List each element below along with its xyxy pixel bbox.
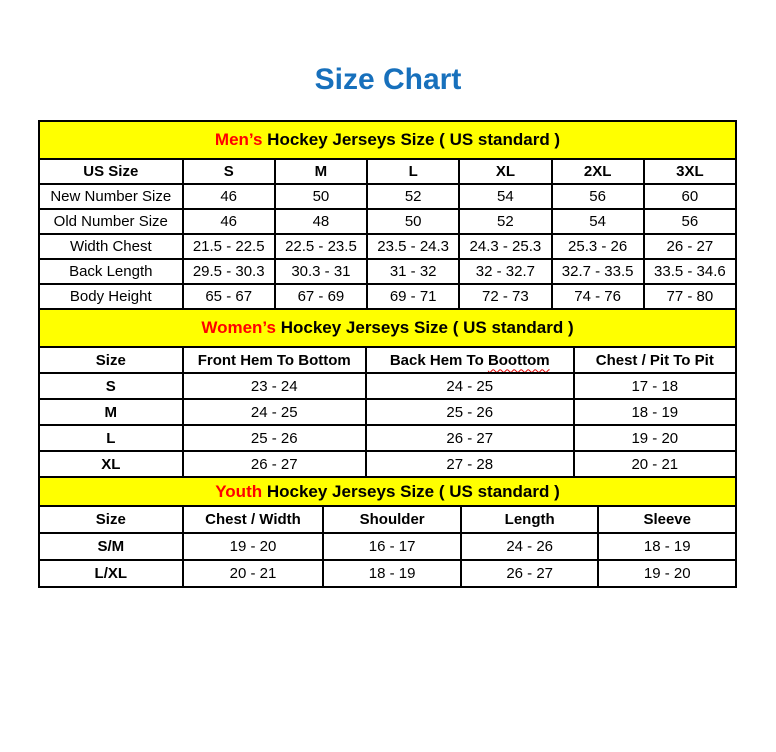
value-cell: 24 - 26: [461, 533, 599, 560]
value-cell: 18 - 19: [574, 399, 736, 425]
mens-section-header-accent: Men’s: [214, 130, 263, 149]
table-row: [39, 451, 736, 477]
value-cell: 54: [552, 209, 644, 234]
value-cell: 21.5 - 22.5: [183, 234, 275, 259]
table-row: [39, 259, 736, 284]
column-header: M: [275, 159, 367, 184]
value-cell: 23.5 - 24.3: [367, 234, 459, 259]
mens-section-header-rest: Hockey Jerseys Size ( US standard ): [262, 130, 561, 149]
value-cell: 33.5 - 34.6: [644, 259, 736, 284]
value-cell: 16 - 17: [323, 533, 461, 560]
size-chart-page: [0, 60, 776, 588]
value-cell: 26 - 27: [644, 234, 736, 259]
value-cell: 56: [644, 209, 736, 234]
table-row: [39, 234, 736, 259]
value-cell: 50: [275, 184, 367, 209]
youth-section-header-accent: Youth: [215, 482, 263, 501]
table-row: [39, 399, 736, 425]
table-row: [39, 184, 736, 209]
value-cell: 77 - 80: [644, 284, 736, 309]
value-cell: 19 - 20: [183, 533, 324, 560]
column-header-row: [39, 506, 736, 533]
value-cell: 29.5 - 30.3: [183, 259, 275, 284]
page-title: Size Chart: [314, 63, 462, 96]
womens-size-section: [38, 308, 737, 478]
value-cell: 26 - 27: [461, 560, 599, 587]
value-cell: 74 - 76: [552, 284, 644, 309]
column-header: 3XL: [644, 159, 736, 184]
value-cell: 67 - 69: [275, 284, 367, 309]
value-cell: 46: [183, 184, 275, 209]
row-label-cell: L: [39, 425, 183, 451]
value-cell: 30.3 - 31: [275, 259, 367, 284]
value-cell: 22.5 - 23.5: [275, 234, 367, 259]
value-cell: 65 - 67: [183, 284, 275, 309]
mens-section-header: [38, 120, 737, 160]
value-cell: 52: [367, 184, 459, 209]
column-header: S: [183, 159, 275, 184]
youth-section-header-rest: Hockey Jerseys Size ( US standard ): [262, 482, 560, 501]
youth-size-section: [38, 476, 737, 588]
table-row: [39, 284, 736, 309]
womens-section-header-rest: Hockey Jerseys Size ( US standard ): [275, 318, 574, 337]
column-header: Sleeve: [598, 506, 736, 533]
value-cell: 25 - 26: [183, 425, 366, 451]
value-cell: 46: [183, 209, 275, 234]
womens-section-header-accent: Women’s: [201, 318, 276, 337]
row-label-cell: Old Number Size: [39, 209, 183, 234]
table-row: [39, 560, 736, 587]
column-header: Chest / Width: [183, 506, 324, 533]
row-label-cell: L/XL: [39, 560, 183, 587]
value-cell: 24.3 - 25.3: [459, 234, 551, 259]
column-header-row: [39, 159, 736, 184]
value-cell: 69 - 71: [367, 284, 459, 309]
misspelled-word: Boottom: [487, 351, 550, 369]
mens-size-section: [38, 120, 737, 310]
womens-section-header: [38, 308, 737, 348]
mens-size-table: [38, 158, 737, 310]
value-cell: 26 - 27: [366, 425, 574, 451]
value-cell: 25.3 - 26: [552, 234, 644, 259]
column-header: Shoulder: [323, 506, 461, 533]
value-cell: 19 - 20: [598, 560, 736, 587]
row-label-cell: Body Height: [39, 284, 183, 309]
value-cell: 17 - 18: [574, 373, 736, 399]
value-cell: 56: [552, 184, 644, 209]
value-cell: 20 - 21: [183, 560, 324, 587]
row-label-cell: New Number Size: [39, 184, 183, 209]
column-header: Size: [39, 506, 183, 533]
value-cell: 27 - 28: [366, 451, 574, 477]
column-header: 2XL: [552, 159, 644, 184]
size-chart: [38, 120, 737, 588]
table-row: [39, 425, 736, 451]
column-header: Front Hem To Bottom: [183, 347, 366, 373]
value-cell: 23 - 24: [183, 373, 366, 399]
column-header: L: [367, 159, 459, 184]
value-cell: 48: [275, 209, 367, 234]
table-row: [39, 373, 736, 399]
value-cell: 32.7 - 33.5: [552, 259, 644, 284]
row-label-cell: XL: [39, 451, 183, 477]
value-cell: 72 - 73: [459, 284, 551, 309]
row-label-cell: S: [39, 373, 183, 399]
column-header: Size: [39, 347, 183, 373]
table-row: [39, 533, 736, 560]
value-cell: 19 - 20: [574, 425, 736, 451]
row-label-cell: S/M: [39, 533, 183, 560]
column-header: Chest / Pit To Pit: [574, 347, 736, 373]
column-header: XL: [459, 159, 551, 184]
row-label-cell: Width Chest: [39, 234, 183, 259]
value-cell: 25 - 26: [366, 399, 574, 425]
value-cell: 18 - 19: [598, 533, 736, 560]
value-cell: 18 - 19: [323, 560, 461, 587]
value-cell: 24 - 25: [366, 373, 574, 399]
value-cell: 20 - 21: [574, 451, 736, 477]
value-cell: 52: [459, 209, 551, 234]
value-cell: 31 - 32: [367, 259, 459, 284]
value-cell: 50: [367, 209, 459, 234]
value-cell: 32 - 32.7: [459, 259, 551, 284]
youth-section-header: [38, 476, 737, 507]
column-header: Length: [461, 506, 599, 533]
column-header: Back Hem To Boottom: [366, 347, 574, 373]
value-cell: 54: [459, 184, 551, 209]
table-row: [39, 209, 736, 234]
womens-size-table: [38, 346, 737, 478]
row-label-cell: Back Length: [39, 259, 183, 284]
value-cell: 24 - 25: [183, 399, 366, 425]
youth-size-table: [38, 505, 737, 588]
row-label-cell: M: [39, 399, 183, 425]
value-cell: 26 - 27: [183, 451, 366, 477]
column-header-row: [39, 347, 736, 373]
column-header: US Size: [39, 159, 183, 184]
value-cell: 60: [644, 184, 736, 209]
